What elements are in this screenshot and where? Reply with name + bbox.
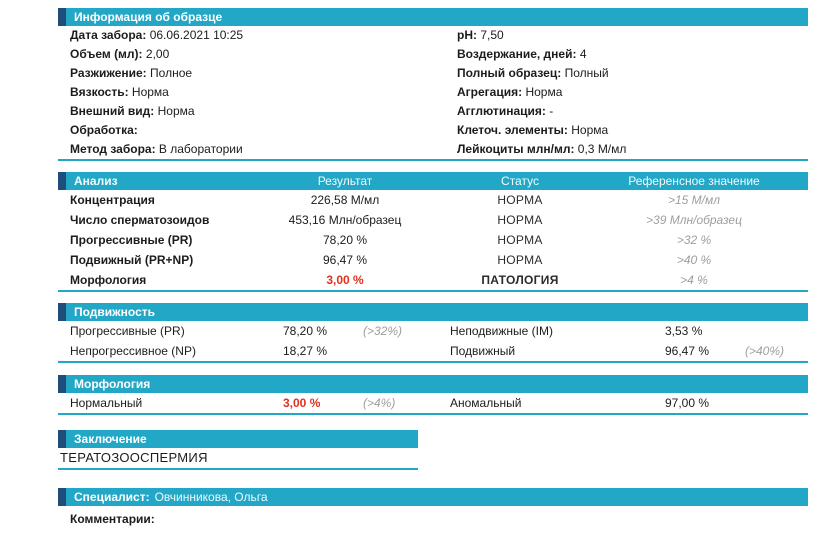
info-field-liquefaction	[58, 64, 445, 83]
field-value: Полное	[150, 66, 193, 80]
param-name: Прогрессивные (PR)	[70, 324, 185, 338]
section-specialist	[58, 488, 808, 526]
reference-value	[745, 321, 808, 341]
reference-value: >4 %	[680, 273, 708, 287]
info-field-volume	[58, 45, 445, 64]
param-name: Концентрация	[70, 193, 155, 207]
reference-value	[363, 341, 450, 361]
param-value: 3,53 %	[665, 324, 703, 338]
info-field-agglutination	[445, 102, 808, 121]
param-value: 78,20 %	[283, 324, 328, 338]
section-morphology	[58, 375, 808, 415]
specialist-label: Специалист:	[74, 490, 150, 504]
column-header-status: Статус	[501, 174, 539, 188]
specialist-bar	[58, 488, 808, 506]
section-conclusion	[58, 430, 418, 470]
info-field-aggregation	[445, 83, 808, 102]
field-value: Норма	[571, 123, 609, 137]
info-field-ph	[445, 26, 808, 45]
reference-value: (>40%)	[745, 344, 785, 358]
field-label: Воздержание, дней:	[457, 47, 577, 61]
motility-body	[58, 321, 808, 363]
table-row	[58, 190, 808, 210]
sample-info-title: Информация об образце	[74, 10, 223, 24]
field-label: pH:	[457, 28, 477, 42]
column-header-analysis: Анализ	[74, 174, 118, 188]
motility-row	[58, 321, 808, 341]
morphology-row	[58, 393, 808, 413]
field-value: Норма	[157, 104, 195, 118]
field-value: В лаборатории	[158, 142, 243, 156]
param-name: Число сперматозоидов	[70, 213, 210, 227]
field-label: Обработка:	[70, 123, 138, 137]
motility-header	[58, 303, 808, 321]
sample-info-body	[58, 26, 808, 161]
field-label: Полный образец:	[457, 66, 562, 80]
status-badge: НОРМА	[497, 253, 543, 267]
reference-value: >32 %	[676, 233, 712, 247]
analysis-table-header	[58, 172, 808, 190]
field-label: Агглютинация:	[457, 104, 546, 118]
reference-value: >40 %	[676, 253, 712, 267]
info-field-cell-elements	[445, 121, 808, 140]
info-field-viscosity	[58, 83, 445, 102]
field-value: 7,50	[480, 28, 504, 42]
param-result: 3,00 %	[326, 273, 364, 287]
param-value: 3,00 %	[283, 396, 321, 410]
table-row-pathology	[58, 270, 808, 290]
field-value: 06.06.2021 10:25	[149, 28, 244, 42]
section-motility	[58, 303, 808, 363]
param-result: 453,16 Млн/образец	[288, 213, 402, 227]
specialist-name: Овчинникова, Ольга	[154, 490, 268, 504]
column-header-result: Результат	[317, 174, 373, 188]
param-name: Подвижный (PR+NP)	[70, 253, 194, 267]
sample-info-left-column	[58, 26, 445, 159]
field-label: Агрегация:	[457, 85, 523, 99]
param-name: Прогрессивные (PR)	[70, 233, 193, 247]
morphology-title: Морфология	[74, 377, 151, 391]
reference-value: (>32%)	[363, 324, 403, 338]
reference-value: >39 Млн/образец	[646, 213, 742, 227]
conclusion-header	[58, 430, 418, 448]
param-result: 96,47 %	[322, 253, 368, 267]
param-value: 96,47 %	[665, 344, 710, 358]
param-value: 97,00 %	[665, 396, 710, 410]
reference-value: (>4%)	[363, 396, 396, 410]
table-row	[58, 210, 808, 230]
field-label: Внешний вид:	[70, 104, 155, 118]
status-badge: НОРМА	[497, 233, 543, 247]
field-value: Норма	[131, 85, 169, 99]
info-field-collection-date	[58, 26, 445, 45]
conclusion-text: ТЕРАТОЗООСПЕРМИЯ	[60, 450, 208, 465]
param-result: 78,20 %	[322, 233, 368, 247]
param-name: Морфология	[70, 273, 147, 287]
param-name: Аномальный	[450, 396, 522, 410]
info-field-abstinence	[445, 45, 808, 64]
field-label: Вязкость:	[70, 85, 129, 99]
field-value: 4	[579, 47, 587, 61]
info-field-treatment	[58, 121, 445, 140]
sample-info-header	[58, 8, 808, 26]
table-row	[58, 250, 808, 270]
conclusion-body	[58, 448, 418, 470]
morphology-header	[58, 375, 808, 393]
info-field-complete-sample	[445, 64, 808, 83]
info-field-collection-method	[58, 140, 445, 159]
field-value: 0,3 М/мл	[577, 142, 627, 156]
field-label: Клеточ. элементы:	[457, 123, 568, 137]
info-field-appearance	[58, 102, 445, 121]
column-header-reference: Референсное значение	[628, 174, 760, 188]
analysis-table-body	[58, 190, 808, 292]
conclusion-title: Заключение	[74, 432, 147, 446]
status-badge: НОРМА	[497, 213, 543, 227]
comments-label: Комментарии:	[70, 512, 155, 526]
motility-row	[58, 341, 808, 361]
info-field-leukocytes	[445, 140, 808, 159]
field-label: Разжижение:	[70, 66, 147, 80]
table-row	[58, 230, 808, 250]
field-value: Норма	[525, 85, 563, 99]
reference-value: >15 М/мл	[667, 193, 720, 207]
reference-value	[745, 393, 808, 413]
field-label: Объем (мл):	[70, 47, 143, 61]
field-value: 2,00	[145, 47, 170, 61]
status-badge: ПАТОЛОГИЯ	[481, 273, 559, 287]
section-sample-info	[58, 8, 808, 161]
lab-report	[58, 8, 808, 526]
param-name: Неподвижные (IM)	[450, 324, 553, 338]
field-label: Дата забора:	[70, 28, 147, 42]
field-label: Лейкоциты млн/мл:	[457, 142, 575, 156]
sample-info-right-column	[445, 26, 808, 159]
param-name: Нормальный	[70, 396, 143, 410]
status-badge: НОРМА	[497, 193, 543, 207]
morphology-body	[58, 393, 808, 415]
field-value: Полный	[564, 66, 609, 80]
param-name: Подвижный	[450, 344, 516, 358]
param-value: 18,27 %	[283, 344, 328, 358]
section-analysis	[58, 172, 808, 292]
field-label: Метод забора:	[70, 142, 156, 156]
field-value: -	[549, 104, 554, 118]
param-result: 226,58 М/мл	[310, 193, 380, 207]
param-name: Непрогрессивное (NP)	[70, 344, 196, 358]
motility-title: Подвижность	[74, 305, 156, 319]
